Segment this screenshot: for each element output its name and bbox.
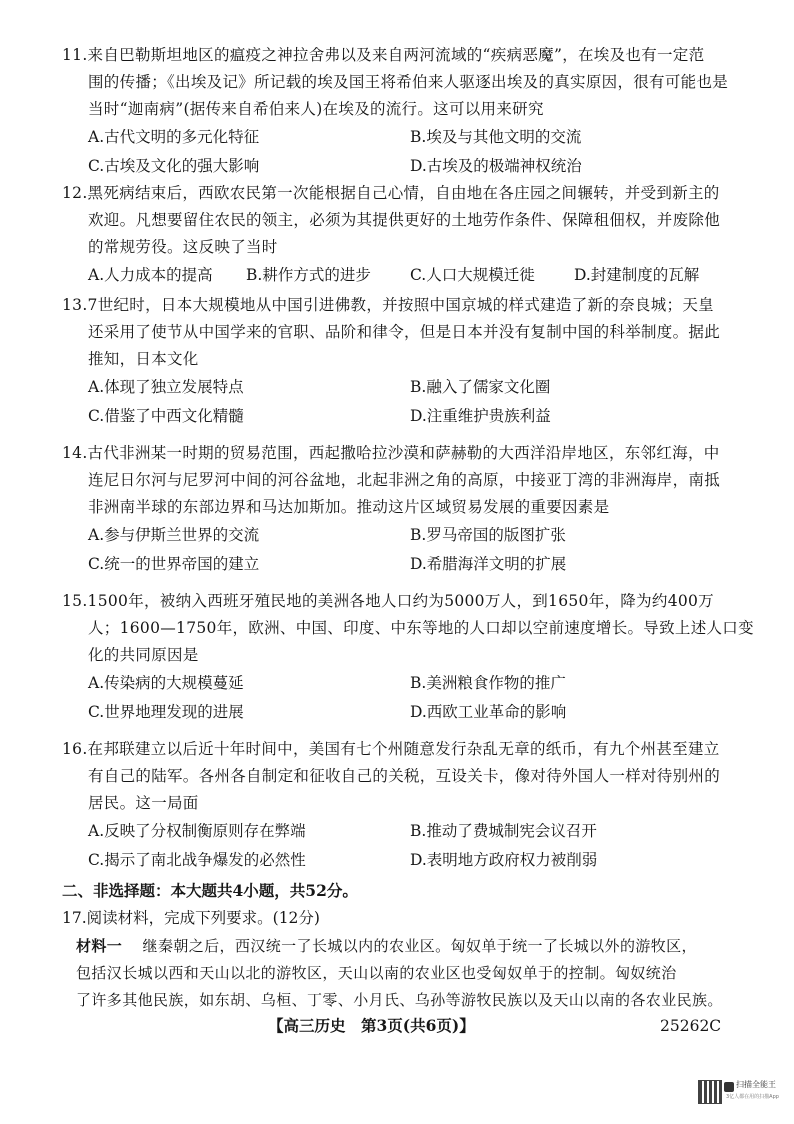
option-a[interactable]: A.传染病的大规模蔓延	[88, 674, 244, 692]
question-text-line: 的常规劳役。这反映了当时	[88, 238, 278, 256]
option-c[interactable]: C.古埃及文化的强大影响	[88, 157, 260, 175]
material-line: 包括汉长城以西和天山以北的游牧区，天山以南的农业区也受匈奴单于的控制。匈奴统治	[76, 964, 677, 982]
material-label: 材料一	[76, 937, 123, 955]
option-d[interactable]: D.注重维护贵族利益	[410, 407, 551, 425]
option-c[interactable]: C.揭示了南北战争爆发的必然性	[88, 851, 306, 869]
question-text-line: 欢迎。凡想要留住农民的领主，必须为其提供更好的土地劳作条件、保障租佃权，并废除他	[88, 211, 721, 229]
option-c[interactable]: C.借鉴了中西文化精髓	[88, 407, 244, 425]
cs-logo-icon	[724, 1082, 734, 1092]
question-12	[62, 180, 738, 290]
question-text-line: 14.古代非洲某一时期的贸易范围，西起撒哈拉沙漠和萨赫勒的大西洋沿岸地区，东邻红海，中	[62, 444, 720, 462]
option-c[interactable]: C.世界地理发现的进展	[88, 703, 244, 721]
paper-code: 25262C	[660, 1017, 722, 1035]
watermark-text: 扫描全能王	[736, 1080, 776, 1089]
material-line: 了许多其他民族，如东胡、乌桓、丁零、小月氏、乌孙等游牧民族以及天山以南的各农业民族。	[76, 991, 723, 1009]
option-b[interactable]: B.美洲粮食作物的推广	[410, 674, 566, 692]
option-b[interactable]: B.耕作方式的进步	[246, 266, 371, 284]
question-13	[62, 292, 738, 431]
material-block	[76, 933, 746, 1014]
question-text-line: 围的传播；《出埃及记》所记载的埃及国王将希伯来人驱逐出埃及的真实原因，很有可能也是	[88, 73, 729, 91]
question-17-prompt: 17.阅读材料，完成下列要求。(12分)	[62, 909, 320, 927]
question-text-line: 12.黑死病结束后，西欧农民第一次能根据自己心情，自由地在各庄园之间辗转，并受到新主的	[62, 184, 720, 202]
question-15	[62, 588, 754, 727]
qr-code-icon	[698, 1080, 722, 1104]
question-text-line: 非洲南半球的东部边界和马达加斯加。推动这片区域贸易发展的重要因素是	[88, 498, 610, 516]
options-row	[62, 698, 738, 727]
option-c[interactable]: C.统一的世界帝国的建立	[88, 555, 260, 573]
option-b[interactable]: B.推动了费城制宪会议召开	[410, 822, 597, 840]
question-text-line: 居民。这一局面	[88, 794, 199, 812]
option-b[interactable]: B.罗马帝国的版图扩张	[410, 526, 566, 544]
question-text-line: 有自己的陆军。各州各自制定和征收自己的关税，互设关卡，像对待外国人一样对待别州的	[88, 767, 721, 785]
options-row	[62, 669, 738, 698]
option-d[interactable]: D.表明地方政府权力被削弱	[410, 851, 598, 869]
question-text-line: 人；1600—1750年，欧洲、中国、印度、中东等地的人口却以空前速度增长。导致上述人口变	[88, 619, 754, 637]
question-16	[62, 736, 738, 875]
question-text-line: 15.1500年，被纳入西班牙殖民地的美洲各地人口约为5000万人，到1650年，降为约400万	[62, 592, 714, 610]
question-11	[62, 42, 738, 181]
options-row	[62, 123, 738, 152]
option-a[interactable]: A.古代文明的多元化特征	[88, 128, 260, 146]
question-text-line: 13.7世纪时，日本大规模地从中国引进佛教，并按照中国京城的样式建造了新的奈良城；天皇	[62, 296, 714, 314]
section-title: 二、非选择题：本大题共4小题，共52分。	[62, 881, 358, 900]
option-d[interactable]: D.古埃及的极端神权统治	[410, 157, 582, 175]
options-row	[62, 373, 738, 402]
question-text-line: 16.在邦联建立以后近十年时间中，美国有七个州随意发行杂乱无章的纸币，有九个州甚至建立	[62, 740, 720, 758]
question-text-line: 11.来自巴勒斯坦地区的瘟疫之神拉舍弗以及来自两河流域的“疾病恶魔”，在埃及也有一定范	[62, 46, 705, 64]
option-a[interactable]: A.人力成本的提高	[88, 266, 213, 284]
question-14	[62, 440, 738, 579]
option-a[interactable]: A.体现了独立发展特点	[88, 378, 244, 396]
option-d[interactable]: D.西欧工业革命的影响	[410, 703, 567, 721]
question-text-line: 当时“迦南病”(据传来自希伯来人)在埃及的流行。这可以用来研究	[88, 100, 544, 118]
option-a[interactable]: A.参与伊斯兰世界的交流	[88, 526, 260, 544]
options-row	[62, 521, 738, 550]
option-b[interactable]: B.融入了儒家文化圈	[410, 378, 551, 396]
material-text: 继秦朝之后，西汉统一了长城以内的农业区。匈奴单于统一了长城以外的游牧区，	[142, 937, 697, 955]
question-text-line: 化的共同原因是	[88, 646, 199, 664]
page-footer	[0, 1013, 794, 1039]
options-row	[62, 817, 738, 846]
options-row	[62, 846, 738, 875]
material-line	[76, 933, 746, 960]
option-a[interactable]: A.反映了分权制衡原则存在弊端	[88, 822, 306, 840]
options-row	[62, 402, 738, 431]
options-row	[62, 550, 738, 579]
footer-title: 【高三历史 第3页(共6页)】	[268, 1016, 475, 1035]
options-row	[62, 152, 738, 181]
options-row	[62, 261, 738, 290]
question-text-line: 还采用了使节从中国学来的官职、品阶和律令，但是日本并没有复制中国的科举制度。据此	[88, 323, 721, 341]
watermark-subtext: 3亿人都在用的扫描App	[726, 1094, 779, 1100]
question-text-line: 推知，日本文化	[88, 350, 199, 368]
option-d[interactable]: D.封建制度的瓦解	[574, 266, 700, 284]
option-b[interactable]: B.埃及与其他文明的交流	[410, 128, 582, 146]
option-c[interactable]: C.人口大规模迁徙	[410, 266, 535, 284]
scanner-watermark	[698, 1080, 782, 1106]
option-d[interactable]: D.希腊海洋文明的扩展	[410, 555, 567, 573]
question-text-line: 连尼日尔河与尼罗河中间的河谷盆地，北起非洲之角的高原，中接亚丁湾的非洲海岸，南抵	[88, 471, 721, 489]
